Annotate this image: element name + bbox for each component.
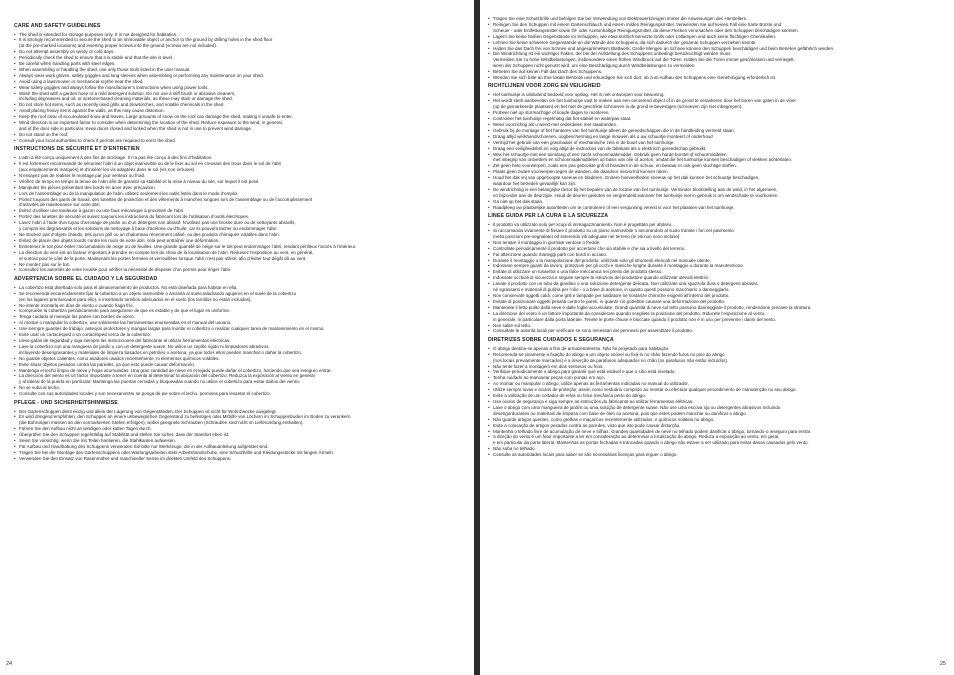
list-item: • Evite a colocação de artigos pesados contra as paredes, visto que isto pode causar distorção. <box>488 423 944 429</box>
list-item: • Non salite sul tetto. <box>488 323 944 329</box>
list-item: • No intente montarla en días de viento o cuando haga frío. <box>14 303 466 309</box>
list-item: • Evite usar un cortacésped o un cortacésped cerca de la cobertizo. <box>14 332 466 338</box>
page-left <box>0 0 474 675</box>
bullet-list <box>14 285 466 397</box>
list-item: • Use óculos de segurança e siga sempre as instruções do fabricante ao utilizar ferramentas elétricas. <box>488 399 944 405</box>
list-item: • Lavate il prodotto con un tubo da giardino o una soluzione detergente delicata. Non utilizzate una spazzola dura o detergenti abrasivi, né sgrassanti e materiali di pulizia per l’olio - o a base di acetone, in quanto questi possono macchiarlo o danneggiarlo. <box>488 281 944 293</box>
list-item: • Führen Sie den Aufbau nicht an windigen oder kalten Tagen durch. <box>14 426 466 432</box>
list-item: • Non tentare il montaggio in giornate ventose o fredde. <box>488 240 944 246</box>
list-item: • Überprüfen Sie den Schuppen regelmäßig auf Stabilität und stellen Sie sicher, dass der Standort eben ist. <box>14 432 466 438</box>
page-number: 24 <box>6 661 13 667</box>
list-item: • Se recomienda encarecidamente fijar la cobertizo a un objeto inamovible o anclarla al suelo taladrando agujeros en el suelo de la cobertizo (en los lugares premarcados para ello), e insertando tornillos adecuados en el suelo (los tornillos no están incluidos). <box>14 291 466 303</box>
list-item: • Raadpleeg uw plaatselijke autoriteiten om te controleren of een vergunning vereist is voor het plaatsen van het tuinhuisje. <box>488 205 944 211</box>
section-title: INSTRUCTIONS DE SÉCURITÉ ET D’ENTRETIEN <box>14 146 140 153</box>
section-title: LINEE GUIDA PER LA CURA E LA SICUREZZA <box>488 213 609 220</box>
list-item: • Controleer het tuinhuisje regelmatig dat het stabiel en waterpas staat. <box>488 116 944 122</box>
list-item: • Lavez l’abri à l’aide d’un tuyau d’arrosage de jardin ou d’un détergent non abrasif. N’utilisez pas une brosse dure ou de nettoyants abrasifs, y compris les dégraissants et les solutions de nettoyage à base d’acétone ou d’huile, car ils peuvent tacher ou endommager l’abri. <box>14 220 466 232</box>
list-item: • Verifique periodicamente o abrigo para garantir que está estável e que o sítio está nivelado. <box>488 369 944 375</box>
list-item: • Portez des lunettes de sécurité et suivez toujours les instructions du fabricant lors de l’utilisation d’outils électriques. <box>14 214 466 220</box>
list-item: • O abrigo destina-se apenas a fins de armazenamento. Não foi projetado para habitação. <box>488 346 944 352</box>
list-item: • Tragen Sie eine Schutzbrille und befolgen Sie bei Verwendung von Elektrowerkzeugen immer die Anweisungen des Herstellers. <box>488 16 944 22</box>
list-item: • Al montar o manipular la cobertizo, use solamente las herramientas enumeradas en el manual del usuario. <box>14 320 466 326</box>
list-item: • Evite a utilização de um cortador de relva ou foice mecânica perto do abrigo. <box>488 393 944 399</box>
list-item: • Durante il montaggio o la manipolazione del prodotto, utilizzate solo gli strumenti elencati nel manuale utente. <box>488 258 944 264</box>
list-item: • Lagern Sie keine heißen Gegenstände im Schuppen, wie etwa kürzlich benutzte Grills oder Lötlampen und auch keine flüchtigen Chemikalien. <box>488 34 944 40</box>
bullet-list <box>14 155 466 273</box>
list-item: • Periodically check the shed to ensure that it is stable and that the site is level. <box>14 55 466 61</box>
section <box>488 83 944 210</box>
list-item: • Si raccomanda vivamente di fissare il prodotto su un piano inamovibile o ancorandolo al suolo tramite i fori nel pavimento (nella posizioni pre-segnalate) ed inserendo viti adeguate nel terreno (le viti non sono incluse). <box>488 228 944 240</box>
list-item: • Tragen Sie bei der Montage des Gartenschuppens oder Wartungsarbeiten stets Arbeitshandschuhe, eine Schutzbrille und Kleidungsstücke mit langen Ärmeln. <box>14 450 466 456</box>
list-item: • Entretenez le toit pour éviter l’accumulation de neige ou de feuilles. Une grande quantité de neige sur le toit peut endommager l’abri, rendant périlleux l’accès à l’intérieur. <box>14 244 466 250</box>
list-item: • Lors de l’assemblage ou de la manipulation de l’abri, utilisez seulement les outils listés dans le mode d’emploi. <box>14 191 466 197</box>
section <box>488 16 944 81</box>
list-item: • Avoid placing heavy items against the walls, as this may cause distortion. <box>14 108 466 114</box>
list-item: • Não tente fazer a montagem em dias ventosos ou frios. <box>488 364 944 370</box>
list-item: • Consultez les autorités de votre localité pour vérifier la nécessité de disposer d’un permis pour ériger l’abri. <box>14 267 466 273</box>
list-item: • N’essayez pas de réaliser le montage par jour venteux ou froid. <box>14 173 466 179</box>
list-item: • Use siempre guantes de trabajo, anteojos protectores y mangas largas para montar el cobertizo o realizar cualquier tarea de mantenimiento en el mismo. <box>14 326 466 332</box>
section-title: CARE AND SAFETY GUIDELINES <box>14 22 101 29</box>
list-item: • Wash the shed with a garden hose or a mild detergent solution. Do not use a stiff brush or abrasive cleaners, including degreasers and oil- or acetone-based cleaning materials, as these may stain or damage the shed. <box>14 91 466 103</box>
list-item: • De windrichting is een belangrijke factor bij het bepalen van de locatie van het tuinhuisje. Verminder blootstelling aan de wind, in het algemeen, en bijzonder aan de deurzijde. Houd de deuren gesloten en vergrendeld wanneer het tuinhuisje niet in gebruik is om windschade te voorkomen. <box>488 187 944 199</box>
section-title: DIRETRIZES SOBRE CUIDADOS E SEGURANÇA <box>488 336 614 343</box>
list-item: • Portez toujours des gants de travail, des lunettes de protection et des vêtements à manches longues lors de l’assemblage ou de l’accomplissement d’activités de maintenance sur votre abri. <box>14 197 466 209</box>
list-item: • Consulte con sus autoridades locales y son necesariosNo se ponga de pie sobre el techo. permisos para levantar el cobertizo. <box>14 391 466 397</box>
list-item: • Lave la cobertizo con una manguera de jardín o con un detergente suave. No utilice un cepillo rígido ni limpiadores abrasivos, incluyendo desengrasantes y materiales de limpieza basados en petróleo o acetona, ya que todos ellos pueden manchar o dañar la cobertizo. <box>14 344 466 356</box>
list-item: • Wees voorzichtig als u werkt met onderdelen met staalranden. <box>488 122 944 128</box>
page-number: 25 <box>939 661 946 667</box>
list-item: • Evitate di utilizzare un tosaerba o una falce meccanica nei pressi del prodotto stesso. <box>488 269 944 275</box>
section <box>14 146 466 273</box>
section-title: ADVERTENCIA SOBRE EL CUIDADO Y LA SEGURIDAD <box>14 275 158 282</box>
list-item: • Do not stand on the roof. <box>14 132 466 138</box>
list-item: • Lehnen Sie keine schweren Gegenstände an die Wände des Schuppens, da sich dadurch der gesamte Schuppen verziehen könnte. <box>488 40 944 46</box>
list-item: • Non conservate oggetti caldi, come grill e lampade per saldature né sostanze chimiche esigenti all’interno del prodotto. <box>488 293 944 299</box>
section-title: RICHTLIJNEN VOOR ZORG EN VEILIGHEID <box>488 83 601 90</box>
list-item: • Não suba no telhado. <box>488 446 944 452</box>
list-item: • It is strongly recommended to secure the shed to an immovable object or anchor to the ground by drilling holes in the shed floor (at the pre-marked locations) and inserting proper screws into the ground (screws are not included). <box>14 37 466 49</box>
list-item: • Utilize sempre luvas e óculos de proteção, assim como vestuário comprido ao montar ou efectuar qualquer procedimento de manutenção no seu abrigo. <box>488 387 944 393</box>
list-item: • Il est fortement recommandé de sécuriser l’abri à un objet inamovible ou de le fixer au sol en creusant des trous dans le sol de l’abri (aux emplacements marqués) et d’insérer les vis adaptées dans le sol (vis non incluses). <box>14 161 466 173</box>
section <box>14 23 466 144</box>
list-item: • Recomenda-se vivamente a fixação do abrigo a um objeto imóvel ou fixá-lo no chão fazendo furos no piso do abrigo (nos locais previamente marcados) e a inserção de parafusos adequados no chão (os parafusos não estão incluídos). <box>488 352 944 364</box>
list-item: • Gebruik bij de montage of het hanteren van het tuinhuisje alleen de gereedschappen die in de handleiding vermeld staan. <box>488 128 944 134</box>
section-title: PFLEGE - UND SICHERHEITSHINWEISE <box>14 399 118 406</box>
list-item: • Draag een veiligheidsbril en volg altijd de instructies van de fabrikant als u elektrisch gereedschap gebruikt. <box>488 146 944 152</box>
list-item: • Lave o abrigo com uma mangueira de jardim ou uma solução de detergente suave. Não use uma escova rija ou detergentes abrasivos incluindo desengordurantes ou materiais de limpeza com base de óleo ou acetona, pois que estes podem manchar ou danificar o abrigo. <box>488 405 944 417</box>
list-item: • Für Aufbau und Handhabung des Schuppens verwenden Sie bitte nur Werkzeuge, die in der Aufbauanleitung aufgelistet sind. <box>14 444 466 450</box>
list-item: • Do not attempt assembly on windy or cold days. <box>14 49 466 55</box>
list-item: • Be careful when handling parts with steel edges. <box>14 61 466 67</box>
list-item: • Ne montez pas sur le toit. <box>14 262 466 268</box>
list-item: • Het wordt sterk aanbevolen om het tuinhuisje vast te maken aan een onroerend object of in de grond te verankeren door het boren van gaten in de vloer (op de gemarkeerde plaatsen) en het met de geschikte schroeven in de grond te bevestigen (schroeven zijn niet inbegrepen). <box>488 98 944 110</box>
section <box>488 213 944 334</box>
list-item: • Mantenga el techo limpio de nieve y hojas acumuladas. Una gran cantidad de nieve en el tejado puede dañar el cobertizo, haciendo que sea inseguro entrar. <box>14 368 466 374</box>
list-item: • Wenden Sie sich bitte an Ihre lokale Behörde und erkundigen Sie sich dort, ob zum Aufbau des Schuppens eine Genehmigung erforderlich ist. <box>488 75 944 81</box>
list-item: • No guarde objetos calientes, como asadores usados recientemente, ni elementos químicos volátiles. <box>14 356 466 362</box>
list-item: • Indossare sempre guanti da lavoro, protezioni per gli occhi e maniche lunghe durante il montaggio o durante la manutenzione <box>488 263 944 269</box>
list-item: • La direzione del vento è un fattore importante da considerare quando scegliete la posizione del prodotto. Riducete l’esposizione al vento, in generale, in particolare dalla porta laterale. Tenete le porte chiuse e bloccate quando il prodotto non è in uso per prevenire i danni del vento. <box>488 311 944 323</box>
list-item: • Tenha cuidado ao manusear peças com pontas em aço. <box>488 375 944 381</box>
list-item: • The shed is intended for storage purposes only. It is not designed for habitation. <box>14 32 466 38</box>
list-item: • Reinigen Sie den Schuppen mit einem Gartenschlauch und einem milden Reinigungsmittel. Verwenden Sie auf keinen Fall eine harte Bürste und Scheuer - oder Entfettungsmittel sowie Öl- oder Acetonhaltige Reinigungsmittel, da diese Flecken verursachen oder den Schuppen beschädigen könnten. <box>488 22 944 34</box>
list-item: • Manipulez les pièces présentant des bords en acier avec précaution. <box>14 185 466 191</box>
list-item: • Evitate di posizionare oggetti pesanti contro le pareti, in quanto ciò potrebbe causare una deformazione del prodotto. <box>488 299 944 305</box>
list-item: • L’abri a été conçu uniquement à des fins de stockage. Il n’a pas été conçu à des fins d’habitation. <box>14 155 466 161</box>
list-item: • Verwenden Sie den Einsatz von Rasenmäher und maschineller Sense im direkten Umfeld des Schuppens. <box>14 456 466 462</box>
list-item: • Draag altijd werkhandschoenen, oogbescherming en lange mouwen als u uw schuurtje monteert of onderhoud <box>488 134 944 140</box>
list-item: • Indossate occhiali di sicurezza e seguite sempre le istruzioni del produttore quando utilizzate utensili elettrici. <box>488 275 944 281</box>
list-item: • Compruebe la cobertizo periódicamente para asegurarse de que es estable y de que el lugar es uniforme. <box>14 308 466 314</box>
list-item: • Consult your local authorities to check if permits are required to erect the shed. <box>14 138 466 144</box>
bullet-list <box>488 16 944 81</box>
list-item: • Não guarde artigos quentes, como grelhas e maçaricos recentemente utilizados, e químicos voláteis no abrigo. <box>488 417 944 423</box>
list-item: • Wear safety goggles and always follow the manufacturer’s instructions when using power tools. <box>14 85 466 91</box>
list-item: • Do not store hot items, such as recently used grills and blowtorches, and volatile chemicals in the shed. <box>14 102 466 108</box>
list-item: • Die Windrichtung ist ein wichtiger Faktor, der bei der Aufstellung des Schuppens unbedingt berücksichtigt werden muss. Vermeiden Sie zu hohe Windbelastungen, insbesondere einen frühen Windbruck auf die Türen. Halten Sie die Türen immer geschlossen und verriegelt, wenn der Schuppen nicht genutzt wird, um eine Beschädigung durch Windbelastungen zu vermeiden. <box>488 51 944 69</box>
list-item: • Der Gartenschuppen dient einzig und allein der Lagerung von Gegenständen. Der Schuppen ist nicht für Wohnzwecke ausgelegt. <box>14 409 466 415</box>
list-item: • Controllate periodicamente il prodotto per accertarvi che sia stabile e che sia a livello del terreno. <box>488 246 944 252</box>
list-item: • No se suba al techo. <box>14 385 466 391</box>
list-item: • Evite situar objetos pesados contra las paredes, ya que esto puede causar deformación. <box>14 362 466 368</box>
list-item: • Always wear work gloves, safety goggles and long sleeves when assembling or performing any maintenance on your shed. <box>14 73 466 79</box>
list-item: • Zet geen hete voorwerpen, zoals een pas gebruikte grill of branders in de schuur, en bewaar er ook geen vluchtige stoffen. <box>488 163 944 169</box>
section <box>14 400 466 462</box>
list-item: • Ga niet op het dak staan. <box>488 199 944 205</box>
list-item: • Seien Sie vorsichtig, wenn Sie mit Teilen hantieren, die Stahlkanten aufweisen. <box>14 438 466 444</box>
bullet-list <box>488 92 944 210</box>
list-item: • Keep the roof clear of accumulated snow and leaves. Large amounts of snow on the roof can damage the shed, making it unsafe to enter. <box>14 114 466 120</box>
list-item: • Fai attenzione quando maneggi parti con bordi in acciaio. <box>488 252 944 258</box>
list-item: • Tenga cuidado al manejar las partes con bordes de acero. <box>14 314 466 320</box>
bullet-list <box>14 32 466 144</box>
list-item: • Het tuinhuisje is uitsluitend bedoeld voor opslag. Het is niet ontworpen voor bewoning. <box>488 92 944 98</box>
list-item: • Mantenete il tetto pulito dalla neve e dalle foglie accumulate. Grandi quantità di neve sul tetto possono danneggiare il prodotto, rendendone precarie la struttura. <box>488 305 944 311</box>
list-item: • Betreten Sie auf keinen Fall das Dach des Schuppens. <box>488 69 944 75</box>
list-item: • Évitez d’utiliser une tondeuse à gazon ou une faux mécanique à proximité de l’abri. <box>14 208 466 214</box>
list-item: • La cobertizo está diseñada solo para el almacenamiento de productos. No está diseñada para habitar en ella. <box>14 285 466 291</box>
list-item: • Consultate le autorità locali per verificare se sono necessari dei permessi per assemblare il prodotto. <box>488 328 944 334</box>
bullet-list <box>14 409 466 462</box>
list-item: • Es wird dringend empfohlen, den Schuppen an einem unbeweglichen Gegenstand zu befestigen oder Mithilfe von Löchern im Schuppenboden im Boden zu verankern (die Bohrungen müssen an den vormarkierten Stellen erfolgen), wobei geeignete Schrauben (Schrauben sind nicht im Lieferumfang enthalten). <box>14 414 466 426</box>
section <box>488 337 944 458</box>
list-item: • Plaats geen zware voorwerpen tegen de wanden, die daardoor misvormd kunnen raken. <box>488 169 944 175</box>
list-item: • Houd het dak vrij van opgehoopte sneeuw en bladeren. Grotere hoeveelheden sneeuw op het dak kunnen het schuurtje beschadigen, waardoor het betreden gevaarlijk kan zijn. <box>488 175 944 187</box>
section <box>14 276 466 397</box>
list-item: • La dirección del viento es un factor importante a tener en cuenta al determinar la ubicación del cobertizo. Reduzca la exposición al viento en general y al lateral de la puerta en particular. Mantenga las puertas cerradas y bloqueadas cuando no utilice el cobertizo para evitar daños del viento. <box>14 373 466 385</box>
list-item: • Vérifiez de temps en temps la tenue de l’abri afin de garantir sa stabilité et la mise à niveau du site, sur lequel il est posé. <box>14 179 466 185</box>
list-item: • Probeer niet op stormachtige of koude dagen te monteren. <box>488 110 944 116</box>
list-item: • Lleve gafas de seguridad y siga siempre las instrucciones del fabricante al utilizar herramientas eléctricas. <box>14 338 466 344</box>
list-item: • A direção do vento é um fator importante a ter em consideração ao determinar a localização do abrigo. Reduza a exposição ao vento, em geral, e em particular da porta lateral. Mantenhas as portas fechadas e trancadas quando o abrigo não estiver a ser utilizado para evitar danos causados pelo vento. <box>488 434 944 446</box>
list-item: • When assembling or handling the shed, use only those tools listed in the user manual. <box>14 67 466 73</box>
bullet-list <box>488 346 944 458</box>
list-item: • Vermijd het gebruik van een grasmaaier of mechanische zeis in de buurt van het tuinhuisje. <box>488 140 944 146</box>
list-item: • Ne stockez pas d’objets chauds, tels qu’un grill ou un chalumeau récemment utilisé, ou des produits chimiques volatiles dans l’abri. <box>14 232 466 238</box>
list-item: • La direction du vent est un facteur important à prendre en compte lors du choix de la localisation de l’abri. Réduisez l’exposition au vent, en général, et surtout pour le côté de la porte. Maintenant les portes fermées et verrouillées lorsque l’abri n’est pas utilisé, afin d’éviter tout dégât dû au vent. <box>14 250 466 262</box>
list-item: • Ao montar ou manipular o abrigo, utilize apenas as ferramentas indicadas no manual do utilizador. <box>488 381 944 387</box>
list-item: • Wind direction is an important factor to consider when determining the location of the shed. Reduce exposure to the wind, in general, and of the door side in particular. Keep doors closed and locked when the shed is not in use to prevent wind damage. <box>14 120 466 132</box>
list-item: • Was het schuurtje met een tuinslang of een zacht schoonmaakmiddel. Gebruik geen harde borstel of schuurmiddelen, met inbegrip van ontvetters en schoonmaakmiddelen op basis van olie of aceton, omdat die het tuinhuisje kunnen beschadigen of vlekken achterlaten. <box>488 152 944 164</box>
list-item: • Avoid using a lawnmower or mechanical scythe near the shed. <box>14 79 466 85</box>
list-item: • Consulte as autoridades locais para saber se são necessárias licenças para erguer o abrigo. <box>488 452 944 458</box>
list-item: • Évitez de placer des objets lourds contre les murs de votre abri, cela peut entraîner une déformation. <box>14 238 466 244</box>
list-item: • Il prodotto va utilizzato solo per scopi di immagazzinamento. Non è progettato per abitarvi. <box>488 222 944 228</box>
list-item: • Mantenha o telhado livre de acumulação de neve e folhas. Grandes quantidades de neve no telhado podem danificar o abrigo, tornando-o inseguro para entrar. <box>488 429 944 435</box>
page-right <box>480 0 954 675</box>
list-item: • Halten Sie das Dach frei von Schnee und angesammeltem Blattwerk. Große Mengen an Schnee können den Schuppen beschädigen und beim Betreten gefährlich werden. <box>488 46 944 52</box>
bullet-list <box>488 222 944 334</box>
